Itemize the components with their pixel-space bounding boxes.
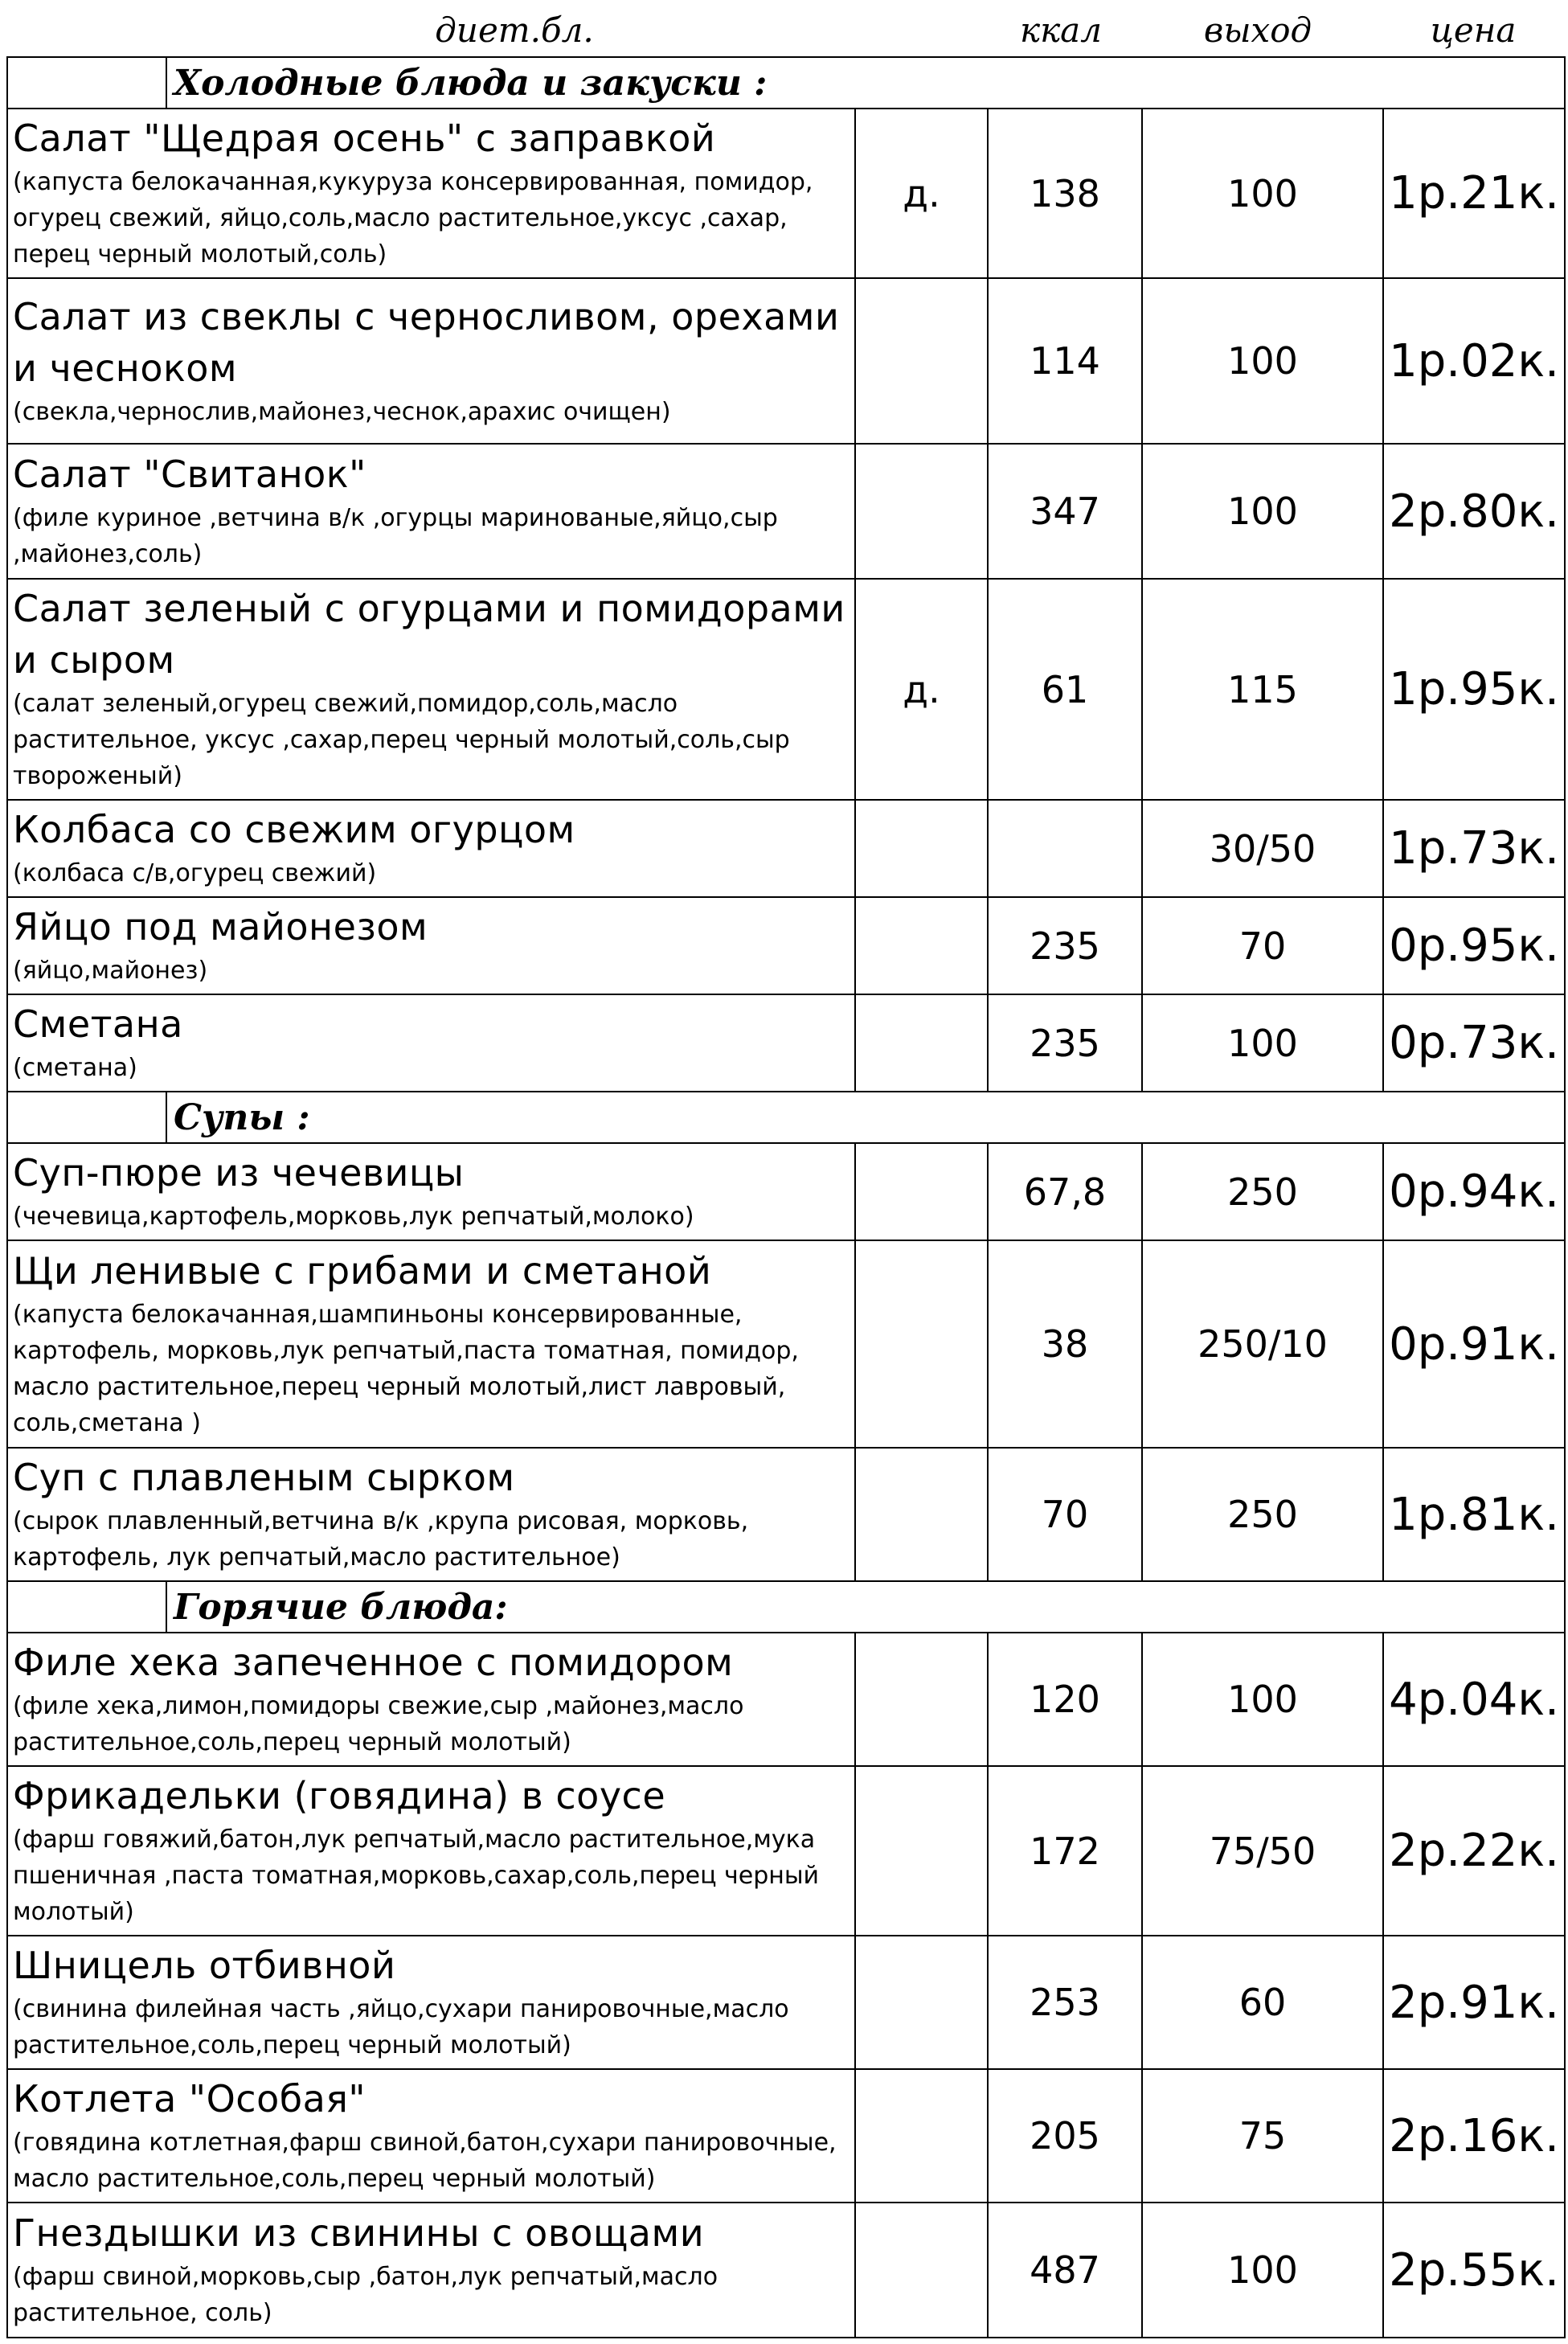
dish-ingredients: (капуста белокачанная,кукуруза консервированная, помидор, огурец свежий, яйцо,соль,масло растительное,уксус ,сахар, перец черный молотый,соль)	[13, 168, 813, 268]
dish-row	[7, 579, 1565, 800]
dish-name: Котлета "Особая"	[13, 2077, 366, 2121]
price-value: 4р.04к.	[1383, 1633, 1565, 1766]
output-value: 30/50	[1142, 800, 1383, 897]
dish-row	[7, 1633, 1565, 1766]
dish-name: Салат "Щедрая осень" с заправкой	[13, 117, 716, 160]
dish-cell	[7, 897, 855, 994]
diet-mark	[855, 1143, 988, 1240]
price-value: 2р.80к.	[1383, 444, 1565, 579]
dish-name: Салат "Свитанок"	[13, 453, 366, 496]
dish-row	[7, 278, 1565, 444]
dish-name: Шницель отбивной	[13, 1944, 396, 1987]
dish-cell	[7, 2203, 855, 2338]
diet-mark	[855, 1766, 988, 1936]
dish-cell	[7, 1936, 855, 2069]
price-column-header: цена	[1430, 10, 1517, 50]
price-value: 0р.94к.	[1383, 1143, 1565, 1240]
output-value: 60	[1142, 1936, 1383, 2069]
dish-row	[7, 2069, 1565, 2203]
diet-column-header: диет.бл.	[435, 10, 594, 50]
kcal-value: 347	[988, 444, 1142, 579]
output-value: 100	[1142, 278, 1383, 444]
dish-row	[7, 1936, 1565, 2069]
price-value: 0р.91к.	[1383, 1240, 1565, 1448]
diet-mark	[855, 1240, 988, 1448]
dish-name: Гнездышки из свинины с овощами	[13, 2211, 705, 2255]
kcal-value: 114	[988, 278, 1142, 444]
output-value: 100	[1142, 994, 1383, 1092]
kcal-value	[988, 800, 1142, 897]
dish-cell	[7, 278, 855, 444]
dish-ingredients: (капуста белокачанная,шампиньоны консервированные, картофель, морковь,лук репчатый,паста томатная, помидор, масло растительное,перец черный молотый,лист лавровый, соль,сметана )	[13, 1301, 799, 1437]
dish-ingredients: (свинина филейная часть ,яйцо,сухари панировочные,масло растительное,соль,перец черный молотый)	[13, 1995, 789, 2059]
price-value: 1р.02к.	[1383, 278, 1565, 444]
dish-name: Колбаса со свежим огурцом	[13, 808, 575, 851]
kcal-value: 120	[988, 1633, 1142, 1766]
output-value: 100	[1142, 444, 1383, 579]
dish-ingredients: (сметана)	[13, 1054, 137, 1082]
output-value: 250	[1142, 1143, 1383, 1240]
section-header-row	[7, 57, 1565, 109]
price-value: 2р.55к.	[1383, 2203, 1565, 2338]
dish-ingredients: (филе куриное ,ветчина в/к ,огурцы маринованые,яйцо,сыр ,майонез,соль)	[13, 504, 778, 568]
kcal-value: 205	[988, 2069, 1142, 2203]
kcal-column-header: ккал	[1020, 10, 1102, 50]
price-value: 0р.95к.	[1383, 897, 1565, 994]
diet-mark	[855, 2203, 988, 2338]
section-title: Супы :	[174, 1096, 310, 1138]
dish-ingredients: (колбаса с/в,огурец свежий)	[13, 859, 377, 887]
kcal-value: 172	[988, 1766, 1142, 1936]
section-title: Холодные блюда и закуски :	[174, 62, 768, 104]
section-title: Горячие блюда:	[174, 1586, 508, 1628]
section-header-cell	[7, 1581, 1565, 1633]
dish-ingredients: (чечевица,картофель,морковь,лук репчатый,молоко)	[13, 1203, 694, 1231]
dish-row	[7, 1240, 1565, 1448]
menu-table-body	[7, 57, 1565, 2338]
dish-cell	[7, 1240, 855, 1448]
diet-mark: д.	[855, 579, 988, 800]
section-header-cell	[7, 1092, 1565, 1143]
dish-row	[7, 1143, 1565, 1240]
dish-cell	[7, 800, 855, 897]
dish-ingredients: (фарш говяжий,батон,лук репчатый,масло растительное,мука пшеничная ,паста томатная,морковь,сахар,соль,перец черный молотый)	[13, 1826, 820, 1926]
diet-mark	[855, 2069, 988, 2203]
dish-row	[7, 994, 1565, 1092]
section-header-cell	[7, 57, 1565, 109]
dish-name: Сметана	[13, 1002, 183, 1046]
dish-ingredients: (говядина котлетная,фарш свиной,батон,сухари панировочные, масло растительное,соль,перец черный молотый)	[13, 2129, 837, 2193]
price-value: 2р.22к.	[1383, 1766, 1565, 1936]
output-value: 75/50	[1142, 1766, 1383, 1936]
dish-cell	[7, 994, 855, 1092]
dish-row	[7, 800, 1565, 897]
output-value: 75	[1142, 2069, 1383, 2203]
dish-row	[7, 897, 1565, 994]
kcal-value: 38	[988, 1240, 1142, 1448]
kcal-value: 235	[988, 897, 1142, 994]
menu-table	[6, 56, 1566, 2338]
dish-ingredients: (яйцо,майонез)	[13, 957, 208, 985]
section-spacer	[8, 1582, 167, 1632]
output-value: 250/10	[1142, 1240, 1383, 1448]
section-spacer	[8, 1092, 167, 1142]
diet-mark	[855, 278, 988, 444]
output-value: 250	[1142, 1448, 1383, 1581]
kcal-value: 70	[988, 1448, 1142, 1581]
dish-row	[7, 444, 1565, 579]
dish-cell	[7, 2069, 855, 2203]
dish-ingredients: (салат зеленый,огурец свежий,помидор,соль,масло растительное, уксус ,сахар,перец черный молотый,соль,сыр твороженый)	[13, 690, 790, 790]
dish-cell	[7, 1143, 855, 1240]
dish-ingredients: (сырок плавленный,ветчина в/к ,крупа рисовая, морковь, картофель, лук репчатый,масло растительное)	[13, 1507, 749, 1572]
dish-ingredients: (свекла,чернослив,майонез,чеснок,арахис очищен)	[13, 397, 671, 426]
diet-mark	[855, 994, 988, 1092]
dish-row	[7, 1448, 1565, 1581]
dish-name: Суп с плавленым сырком	[13, 1456, 515, 1499]
price-value: 2р.16к.	[1383, 2069, 1565, 2203]
price-value: 0р.73к.	[1383, 994, 1565, 1092]
dish-cell	[7, 1766, 855, 1936]
kcal-value: 253	[988, 1936, 1142, 2069]
kcal-value: 61	[988, 579, 1142, 800]
dish-name: Фрикадельки (говядина) в соусе	[13, 1774, 666, 1817]
dish-name: Филе хека запеченное с помидором	[13, 1641, 734, 1684]
dish-row	[7, 1766, 1565, 1936]
diet-mark	[855, 1448, 988, 1581]
dish-row	[7, 2203, 1565, 2338]
section-header-row	[7, 1092, 1565, 1143]
dish-cell	[7, 444, 855, 579]
output-value: 70	[1142, 897, 1383, 994]
section-header-row	[7, 1581, 1565, 1633]
dish-name: Яйцо под майонезом	[13, 905, 428, 949]
kcal-value: 138	[988, 109, 1142, 278]
price-value: 2р.91к.	[1383, 1936, 1565, 2069]
output-column-header: выход	[1203, 10, 1312, 50]
diet-mark	[855, 897, 988, 994]
price-value: 1р.81к.	[1383, 1448, 1565, 1581]
dish-ingredients: (фарш свиной,морковь,сыр ,батон,лук репчатый,масло растительное, соль)	[13, 2263, 718, 2327]
dish-cell	[7, 1448, 855, 1581]
dish-name: Салат из свеклы с черносливом, орехами и чесноком	[13, 294, 840, 390]
dish-name: Суп-пюре из чечевицы	[13, 1151, 465, 1195]
diet-mark	[855, 1936, 988, 2069]
dish-ingredients: (филе хека,лимон,помидоры свежие,сыр ,майонез,масло растительное,соль,перец черный молотый)	[13, 1692, 744, 1756]
dish-name: Щи ленивые с грибами и сметаной	[13, 1249, 712, 1293]
dish-name: Салат зеленый с огурцами и помидорами и сыром	[13, 587, 845, 682]
output-value: 100	[1142, 109, 1383, 278]
dish-cell	[7, 1633, 855, 1766]
output-value: 115	[1142, 579, 1383, 800]
section-spacer	[8, 58, 167, 108]
output-value: 100	[1142, 1633, 1383, 1766]
kcal-value: 235	[988, 994, 1142, 1092]
dish-cell	[7, 579, 855, 800]
diet-mark	[855, 1633, 988, 1766]
price-value: 1р.73к.	[1383, 800, 1565, 897]
diet-mark	[855, 800, 988, 897]
price-value: 1р.21к.	[1383, 109, 1565, 278]
dish-cell	[7, 109, 855, 278]
kcal-value: 67,8	[988, 1143, 1142, 1240]
price-value: 1р.95к.	[1383, 579, 1565, 800]
diet-mark: д.	[855, 109, 988, 278]
kcal-value: 487	[988, 2203, 1142, 2338]
diet-mark	[855, 444, 988, 579]
output-value: 100	[1142, 2203, 1383, 2338]
dish-row	[7, 109, 1565, 278]
